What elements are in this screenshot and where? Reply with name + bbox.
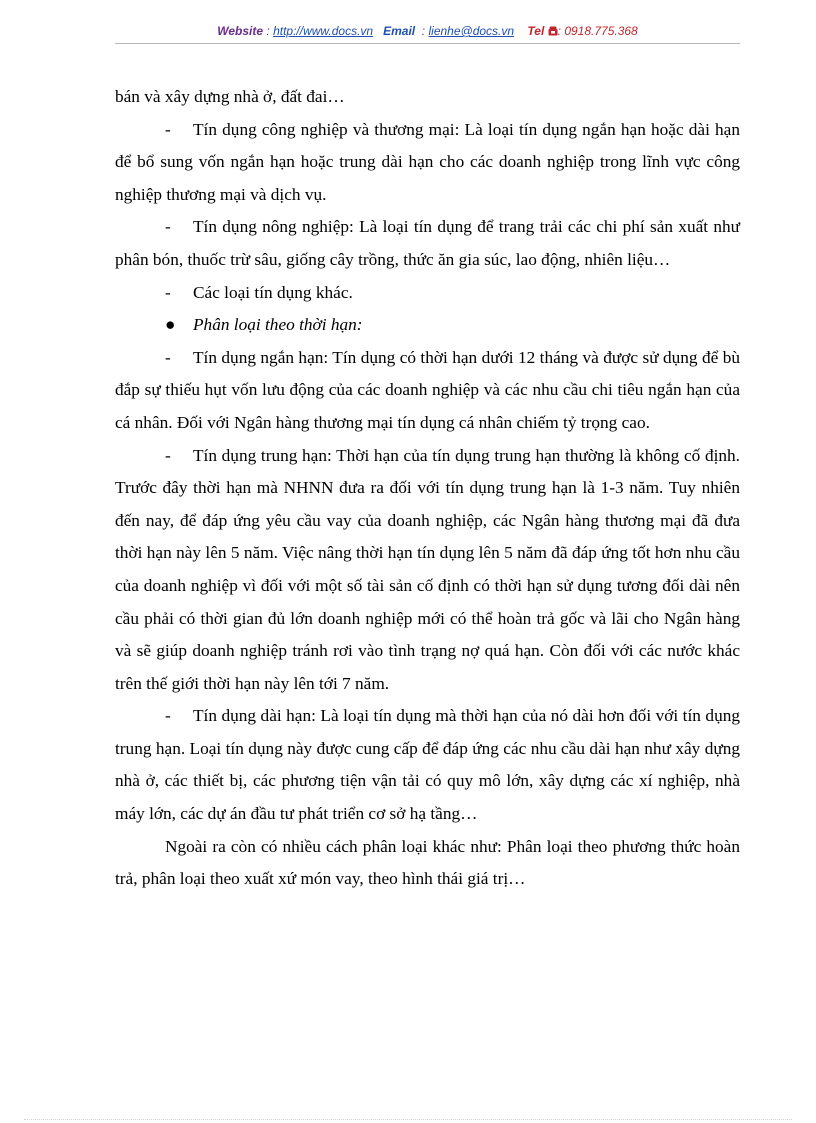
email-link[interactable]: lienhe@docs.vn (428, 24, 515, 38)
paragraph-continuation: bán và xây dựng nhà ở, đất đai… (115, 87, 345, 106)
phone-icon (548, 25, 558, 35)
bullet-icon: ● (165, 315, 176, 335)
page-header: Website : http://www.docs.vn Email : lienhe@docs.vn Tel : 0918.775.368 (217, 24, 638, 38)
list-item-industrial-credit (115, 114, 740, 212)
bullet-heading: Phân loại theo thời hạn: (193, 315, 363, 335)
list-item-text: Tín dụng dài hạn: Là loại tín dụng mà thời hạn của nó dài hơn đối với tín dụng trung hạn. Loại tín dụng này được cung cấp để đáp ứng các nhu cầu dài hạn như xây dựng nhà ở, các thiết bị, các phương tiện vận tải có quy mô lớn, xây dựng các xí nghiệp, nhà máy lớn, các dự án đầu tư phát triển cơ sở hạ tầng… (115, 706, 740, 824)
dash-marker: - (165, 282, 171, 302)
dash-marker: - (165, 217, 171, 237)
tel-label: Tel (527, 24, 545, 38)
dash-marker: - (165, 445, 171, 465)
page-bottom-border (24, 1119, 792, 1120)
list-item-text: Tín dụng nông nghiệp: Là loại tín dụng để trang trải các chi phí sản xuất như phân bón, thuốc trừ sâu, giống cây trồng, thức ăn gia súc, lao động, nhiên liệu… (115, 217, 740, 269)
dash-marker: - (165, 706, 171, 726)
list-item-text: Các loại tín dụng khác. (193, 282, 353, 302)
paragraph-conclusion: Ngoài ra còn có nhiều cách phân loại khác như: Phân loại theo phương thức hoàn trả, phân loại theo xuất xứ món vay, theo hình thái giá trị… (115, 836, 740, 889)
list-item-text: Tín dụng công nghiệp và thương mại: Là loại tín dụng ngắn hạn hoặc dài hạn để bổ sung vốn ngắn hạn hoặc trung dài hạn cho các doanh nghiệp trong lĩnh vực công nghiệp thương mại và dịch vụ. (115, 119, 740, 204)
tel-number: 0918.775.368 (564, 24, 638, 38)
bullet-heading-row (115, 309, 740, 342)
email-label: Email (383, 24, 416, 38)
list-item-agricultural-credit (115, 211, 740, 276)
document-body (115, 81, 740, 896)
list-item-text: Tín dụng ngắn hạn: Tín dụng có thời hạn dưới 12 tháng và được sử dụng để bù đắp sự thiếu hụt vốn lưu động của các doanh nghiệp và các nhu cầu chi tiêu ngắn hạn của cá nhân. Đối với Ngân hàng thương mại tín dụng cá nhân chiếm tỷ trọng cao. (115, 347, 740, 432)
list-item-short-term-credit (115, 342, 740, 440)
website-label: Website (217, 24, 264, 38)
list-item-long-term-credit (115, 700, 740, 830)
website-link[interactable]: http://www.docs.vn (273, 24, 374, 38)
dash-marker: - (165, 119, 171, 139)
list-item-text: Tín dụng trung hạn: Thời hạn của tín dụng trung hạn thường là không cố định. Trước đây thời hạn mà NHNN đưa ra đối với tín dụng trung hạn là 1-3 năm. Tuy nhiên đến nay, để đáp ứng yêu cầu vay của doanh nghiệp, các Ngân hàng thương mại đã đưa thời hạn này lên 5 năm. Việc nâng thời hạn tín dụng lên 5 năm đã đáp ứng tốt hơn nhu cầu của doanh nghiệp vì đối với một số tài sản cố định có thời hạn sử dụng tương đối dài nên cầu phải có thời gian đủ lớn doanh nghiệp mới có thể hoàn trả gốc và lãi cho Ngân hàng và sẽ giúp doanh nghiệp tránh rơi vào tình trạng nợ quá hạn. Còn đối với các nước khác trên thế giới thời hạn này lên tới 7 năm. (115, 445, 740, 693)
header-rule (115, 43, 740, 44)
list-item-medium-term-credit (115, 440, 740, 701)
dash-marker: - (165, 347, 171, 367)
list-item-other-credit (115, 277, 740, 310)
